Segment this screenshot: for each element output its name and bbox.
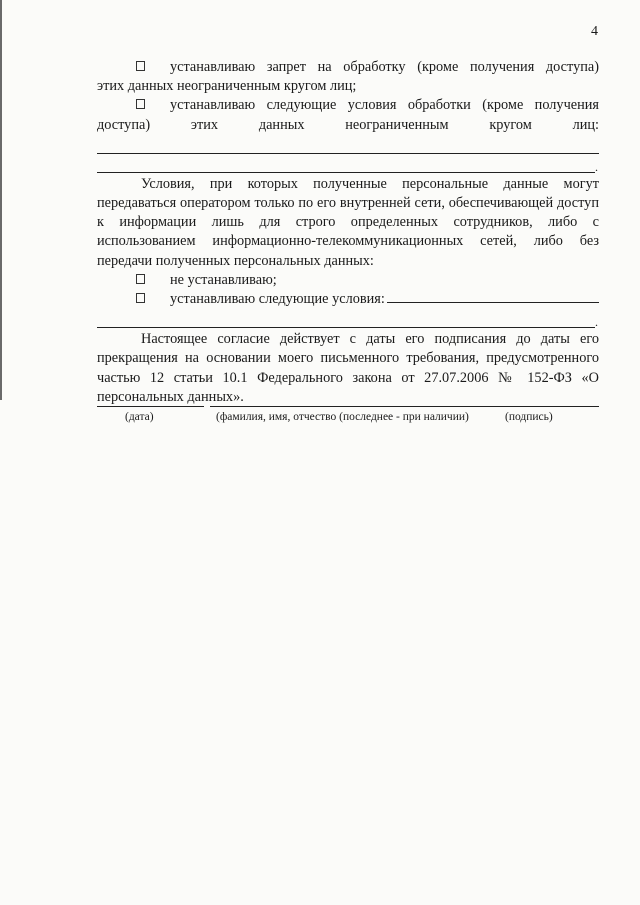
option-set-conditions-line2: доступа) этих данных неограниченным кругом лиц: — [97, 116, 599, 133]
option-prohibit — [97, 58, 599, 96]
option-prohibit-line1: устанавливаю запрет на обработку (кроме получения доступа) — [170, 59, 599, 75]
conditions-paragraph: Условия, при которых полученные персональные данные могут передаваться оператором только по его внутренней сети, обеспечивающей доступ к информации лишь для строго определенных сотрудников, либо с использованием информационно-телекоммуникационных сетей, либо без передачи полученных персональных данных: — [97, 175, 599, 269]
option-set-following-label: устанавливаю следующие условия: — [170, 291, 385, 308]
date-line[interactable] — [97, 405, 204, 407]
checkbox-set-following[interactable] — [136, 293, 145, 303]
option-set-conditions — [97, 96, 599, 134]
option-not-set — [97, 271, 599, 290]
name-label: (фамилия, имя, отчество (последнее - при наличии) — [216, 411, 469, 423]
page-number: 4 — [591, 24, 598, 39]
set-following-blank-line[interactable]: . — [97, 309, 599, 328]
checkbox-set-conditions[interactable] — [136, 99, 145, 109]
document-body — [97, 58, 599, 407]
date-label: (дата) — [125, 411, 154, 423]
option-not-set-label: не устанавливаю; — [170, 271, 277, 288]
set-following-blank[interactable] — [387, 290, 599, 303]
sign-label: (подпись) — [505, 411, 553, 423]
scan-edge-line — [0, 0, 2, 400]
option-set-conditions-line1: устанавливаю следующие условия обработки (кроме получения — [170, 97, 599, 114]
validity-paragraph: Настоящее согласие действует с даты его подписания до даты его прекращения на основании моего письменного требования, предусмотренного частью 12 статьи 10.1 Федерального закона от 27.07.2006 № 152-ФЗ «О персональных данных». — [97, 331, 599, 405]
checkbox-not-set[interactable] — [136, 274, 145, 284]
checkbox-prohibit[interactable] — [136, 61, 145, 71]
option-prohibit-line2: этих данных неограниченным кругом лиц; — [97, 78, 357, 95]
signature-block — [97, 405, 599, 427]
conditions-blank-line-2[interactable]: . — [97, 154, 599, 173]
conditions-blank-line-1[interactable] — [97, 135, 599, 154]
name-signature-line[interactable] — [210, 405, 599, 407]
option-set-following — [97, 290, 599, 309]
